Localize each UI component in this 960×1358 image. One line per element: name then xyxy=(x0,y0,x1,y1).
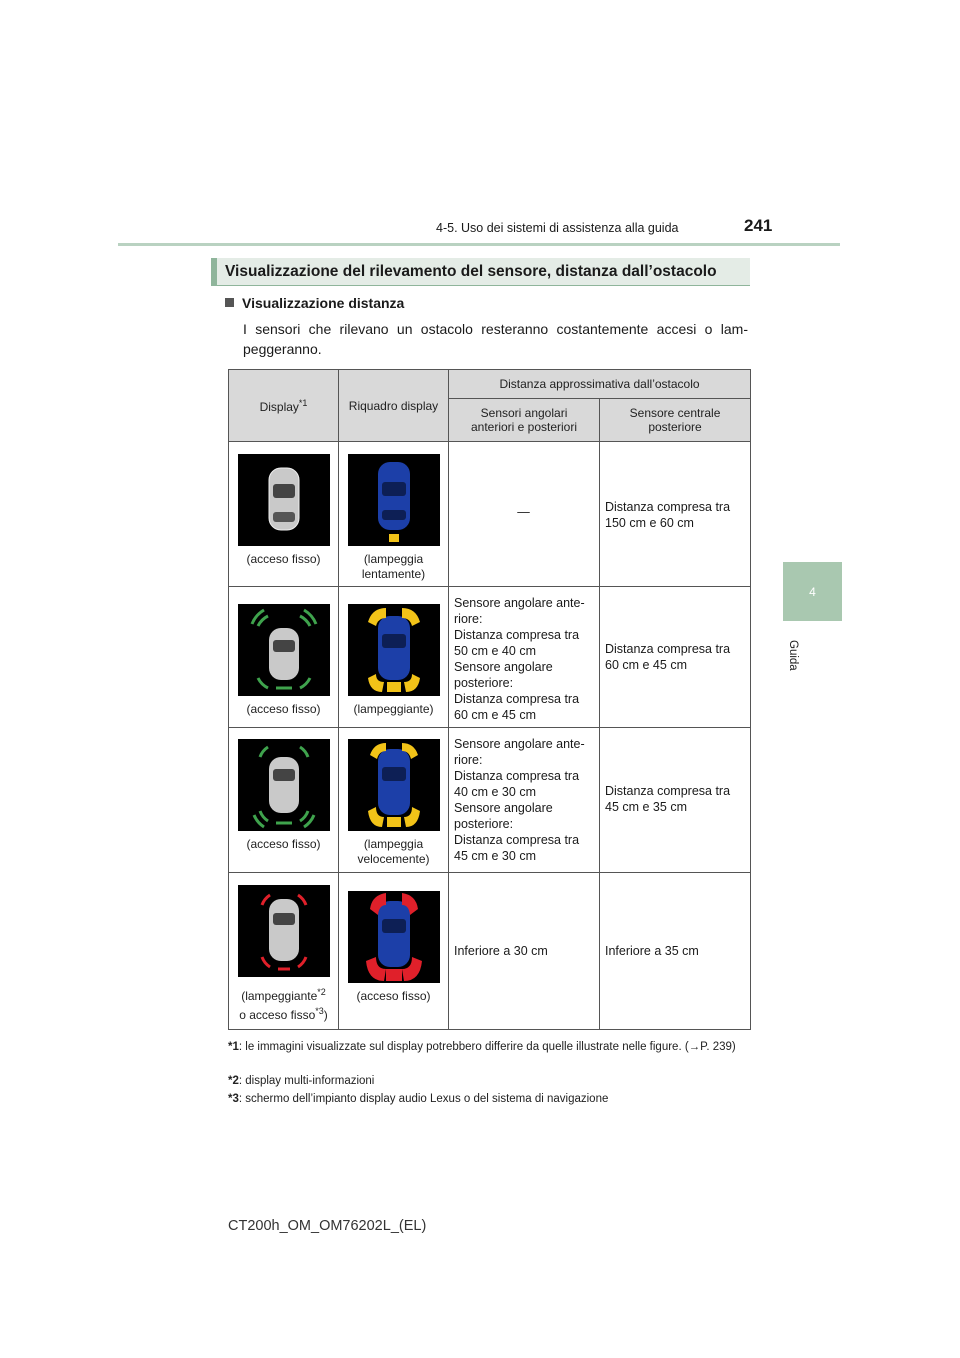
corner-distance-cell xyxy=(449,873,600,1030)
riquadro-display-image xyxy=(348,454,440,546)
riquadro-display-image xyxy=(348,604,440,696)
corner-distance-cell xyxy=(449,728,600,873)
bullet-square-icon xyxy=(225,298,234,307)
header-distance: Distanza approssimativa dall’ostacolo xyxy=(449,370,751,399)
center-line: Distanza compresa tra xyxy=(605,500,731,514)
corner-line: 40 cm e 30 cm xyxy=(454,785,536,799)
footnote-2: *2: display multi-informazioni xyxy=(228,1075,375,1087)
chapter-tab xyxy=(783,562,842,621)
section-heading: Visualizzazione del rilevamento del sensore, distanza dall’ostacolo xyxy=(225,263,717,280)
riquadro-display-image xyxy=(348,739,440,831)
center-line: 45 cm e 35 cm xyxy=(605,800,687,814)
riquadro-caption: (lampeggia velocemente) xyxy=(357,837,430,866)
table-row xyxy=(229,728,751,873)
display-caption: (lampeggiante$^{*2}$ o acceso fisso$^{*3}$) xyxy=(239,987,328,1022)
footnote-1: *1: le immagini visualizzate sul display potrebbero differire da quelle illustrate nelle figure. (→P. 239) xyxy=(228,1041,736,1053)
center-line: Distanza compresa tra xyxy=(605,642,731,656)
corner-line: Sensore angolare ante- xyxy=(454,596,585,610)
distance-table xyxy=(228,369,751,1030)
section-label: 4-5. Uso dei sistemi di assistenza alla guida xyxy=(436,221,679,235)
chapter-label xyxy=(785,640,815,680)
display-caption: (acceso fisso) xyxy=(246,702,321,716)
header-rule xyxy=(118,243,840,246)
corner-line: posteriore: xyxy=(454,676,514,690)
corner-line: 45 cm e 30 cm xyxy=(454,849,536,863)
riquadro-caption: (lampeggiante) xyxy=(353,702,434,716)
center-distance-cell xyxy=(600,587,751,728)
multi-info-display-image xyxy=(238,885,330,977)
sub-heading-text: Visualizzazione distanza xyxy=(242,295,405,311)
display-caption: (acceso fisso) xyxy=(246,837,321,851)
corner-line: Distanza compresa tra xyxy=(454,769,580,783)
header-corner-sensors: Sensori angolari anteriori e posteriori xyxy=(449,399,600,442)
sub-heading xyxy=(225,295,404,311)
corner-line: Distanza compresa tra xyxy=(454,692,580,706)
center-line: 60 cm e 45 cm xyxy=(605,658,687,672)
header-riquadro: Riquadro display xyxy=(339,370,449,442)
chapter-label-text: Guida xyxy=(787,640,799,671)
page-number: 241 xyxy=(744,216,773,235)
center-distance-cell xyxy=(600,728,751,873)
corner-line: Sensore angolare xyxy=(454,801,553,815)
table-row xyxy=(229,442,751,587)
corner-line: — xyxy=(517,505,530,519)
header-display: Display$^{*1}$ xyxy=(229,370,339,442)
center-line: Inferiore a 35 cm xyxy=(605,944,699,958)
corner-line: riore: xyxy=(454,612,483,626)
table-row xyxy=(229,873,751,1030)
corner-line: 50 cm e 40 cm xyxy=(454,644,536,658)
corner-line: Sensore angolare xyxy=(454,660,553,674)
corner-line: Inferiore a 30 cm xyxy=(454,944,548,958)
corner-line: Sensore angolare ante- xyxy=(454,737,585,751)
document-footer-code: CT200h_OM_OM76202L_(EL) xyxy=(228,1218,427,1234)
corner-line: 60 cm e 45 cm xyxy=(454,708,536,722)
header-center-sensor: Sensore centrale posteriore xyxy=(600,399,751,442)
riquadro-caption: (lampeggia lentamente) xyxy=(361,552,426,581)
intro-paragraph: I sensori che rilevano un ostacolo resteranno costantemente accesi o lam-peggeranno. xyxy=(243,321,748,357)
corner-line: Distanza compresa tra xyxy=(454,628,580,642)
center-line: Distanza compresa tra xyxy=(605,784,731,798)
multi-info-display-image xyxy=(238,604,330,696)
display-caption: (acceso fisso) xyxy=(246,552,321,566)
riquadro-display-image xyxy=(348,891,440,983)
center-distance-cell xyxy=(600,873,751,1030)
table-row xyxy=(229,587,751,728)
center-line: 150 cm e 60 cm xyxy=(605,516,694,530)
corner-distance-cell xyxy=(449,442,600,587)
multi-info-display-image xyxy=(238,454,330,546)
corner-line: Distanza compresa tra xyxy=(454,833,580,847)
corner-line: riore: xyxy=(454,753,483,767)
riquadro-caption: (acceso fisso) xyxy=(356,989,431,1003)
footnote-3: *3: schermo dell’impianto display audio Lexus o del sistema di navigazione xyxy=(228,1093,609,1105)
corner-distance-cell xyxy=(449,587,600,728)
corner-line: posteriore: xyxy=(454,817,514,831)
multi-info-display-image xyxy=(238,739,330,831)
center-distance-cell xyxy=(600,442,751,587)
chapter-number: 4 xyxy=(809,584,816,599)
